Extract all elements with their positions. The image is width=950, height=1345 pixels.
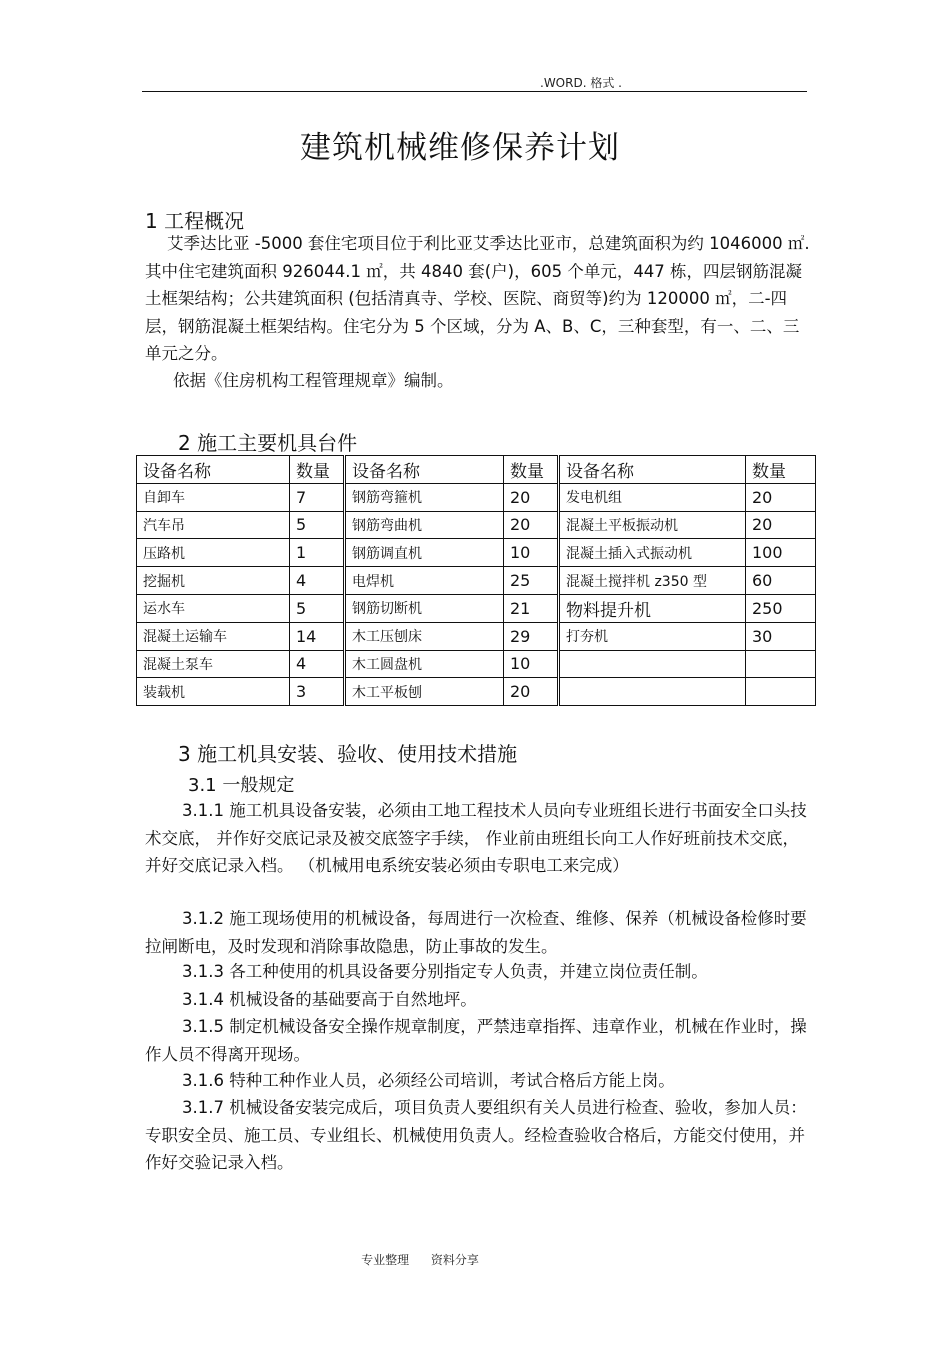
equipment-table (136, 455, 816, 706)
table-cell: 250 (746, 594, 816, 622)
table-header-cell: 数量 (290, 456, 345, 484)
table-cell: 60 (746, 567, 816, 595)
table-cell: 1 (290, 539, 345, 567)
clause-3-1-1 (145, 797, 810, 880)
table-cell: 20 (504, 483, 559, 511)
clause-3-1-2 (145, 905, 810, 960)
table-header-cell: 设备名称 (137, 456, 290, 484)
clause-text: 3.1.1 施工机具设备安装，必须由工地工程技术人员向专业班组长进行书面安全口头技术交底， 并作好交底记录及被交底签字手续， 作业前由班组长向工人作好班前技术交底，并好交底记录入档。 （机械用电系统安装必须由专职电工来完成） (145, 801, 807, 875)
table-cell: 木工平板刨 (345, 678, 504, 706)
table-cell: 20 (504, 678, 559, 706)
table-cell: 4 (290, 650, 345, 678)
table-cell: 物料提升机 (559, 594, 746, 622)
section-2-heading: 2 施工主要机具台件 (178, 431, 358, 455)
table-cell: 29 (504, 622, 559, 650)
table-row (137, 567, 816, 595)
section-1-paragraph-2-text: 依据《住房机构工程管理规章》编制。 (173, 371, 454, 390)
table-cell: 钢筋弯箍机 (345, 483, 504, 511)
document-title: 建筑机械维修保养计划 (300, 130, 620, 166)
table-cell: 100 (746, 539, 816, 567)
table-header-cell: 设备名称 (345, 456, 504, 484)
table-row (137, 678, 816, 706)
table-cell: 装载机 (137, 678, 290, 706)
table-cell: 钢筋调直机 (345, 539, 504, 567)
page-footer: 专业整理 资料分享 (361, 1253, 479, 1267)
section-3-heading: 3 施工机具安装、验收、使用技术措施 (178, 742, 518, 766)
table-cell: 21 (504, 594, 559, 622)
clause-text: 3.1.4 机械设备的基础要高于自然地坪。 (182, 990, 477, 1009)
table-cell: 10 (504, 539, 559, 567)
table-header-cell: 数量 (746, 456, 816, 484)
table-cell: 混凝土运输车 (137, 622, 290, 650)
header-rule (142, 91, 807, 92)
table-cell: 混凝土搅拌机 z350 型 (559, 567, 746, 595)
clause-3-1-4 (145, 986, 810, 1014)
table-cell (559, 678, 746, 706)
table-cell: 7 (290, 483, 345, 511)
table-cell: 30 (746, 622, 816, 650)
table-cell: 25 (504, 567, 559, 595)
clause-text: 3.1.3 各工种使用的机具设备要分别指定专人负责，并建立岗位责任制。 (182, 962, 708, 981)
table-cell: 运水车 (137, 594, 290, 622)
section-1-paragraph-2 (145, 367, 810, 395)
table-cell: 打夯机 (559, 622, 746, 650)
table-row (137, 650, 816, 678)
table-row (137, 539, 816, 567)
table-cell: 压路机 (137, 539, 290, 567)
clause-3-1-5 (145, 1013, 810, 1068)
clause-text: 3.1.2 施工现场使用的机械设备，每周进行一次检查、维修、保养（机械设备检修时要拉闸断电，及时发现和消除事故隐患，防止事故的发生。 (145, 909, 807, 956)
table-cell (746, 678, 816, 706)
section-1-paragraph-1-text: 艾季达比亚 -5000 套住宅项目位于利比亚艾季达比亚市，总建筑面积为约 1046000 ㎡.其中住宅建筑面积 926044.1 ㎡，共 4840 套(户)，605 个单元，447 栋，四层钢筋混凝土框架结构；公共建筑面积 (包括清真寺、学校、医院、商贸等)约为 120000 ㎡，二-四层，钢筋混凝土框架结构。住宅分为 5 个区域，分为 A、B、C，三种套型，有一、二、三单元之分。 (145, 234, 810, 363)
table-cell: 发电机组 (559, 483, 746, 511)
table-cell: 20 (746, 483, 816, 511)
table-row (137, 594, 816, 622)
table-row (137, 483, 816, 511)
table-cell: 电焊机 (345, 567, 504, 595)
table-row (137, 511, 816, 539)
table-row (137, 622, 816, 650)
table-cell: 5 (290, 511, 345, 539)
clause-text: 3.1.6 特种工种作业人员，必须经公司培训，考试合格后方能上岗。 (182, 1071, 675, 1090)
table-cell: 14 (290, 622, 345, 650)
table-cell: 4 (290, 567, 345, 595)
section-1-paragraph-1 (145, 230, 810, 368)
table-cell (559, 650, 746, 678)
clause-3-1-3 (145, 958, 810, 986)
table-cell: 挖掘机 (137, 567, 290, 595)
table-cell: 20 (504, 511, 559, 539)
table-cell: 混凝土插入式振动机 (559, 539, 746, 567)
clause-text: 3.1.7 机械设备安装完成后，项目负责人要组织有关人员进行检查、验收，参加人员：专职安全员、施工员、专业组长、机械使用负责人。经检查验收合格后，方能交付使用，并作好交验记录入档。 (145, 1098, 807, 1172)
header-text: .WORD. 格式 . (540, 76, 622, 90)
section-3-1-heading: 3.1 一般规定 (188, 775, 295, 796)
table-cell: 钢筋弯曲机 (345, 511, 504, 539)
table-cell: 20 (746, 511, 816, 539)
table-cell: 汽车吊 (137, 511, 290, 539)
table-cell: 钢筋切断机 (345, 594, 504, 622)
clause-3-1-6 (145, 1067, 810, 1095)
table-cell: 混凝土泵车 (137, 650, 290, 678)
table-cell: 10 (504, 650, 559, 678)
table-cell: 木工圆盘机 (345, 650, 504, 678)
table-cell: 5 (290, 594, 345, 622)
table-cell: 3 (290, 678, 345, 706)
table-cell (746, 650, 816, 678)
table-cell: 自卸车 (137, 483, 290, 511)
table-header-row (137, 456, 816, 484)
clause-text: 3.1.5 制定机械设备安全操作规章制度，严禁违章指挥、违章作业，机械在作业时，操作人员不得离开现场。 (145, 1017, 807, 1064)
table-header-cell: 数量 (504, 456, 559, 484)
table-cell: 木工压刨床 (345, 622, 504, 650)
table-header-cell: 设备名称 (559, 456, 746, 484)
clause-3-1-7 (145, 1094, 810, 1177)
section-1-heading: 1 工程概况 (145, 209, 245, 233)
table-cell: 混凝土平板振动机 (559, 511, 746, 539)
